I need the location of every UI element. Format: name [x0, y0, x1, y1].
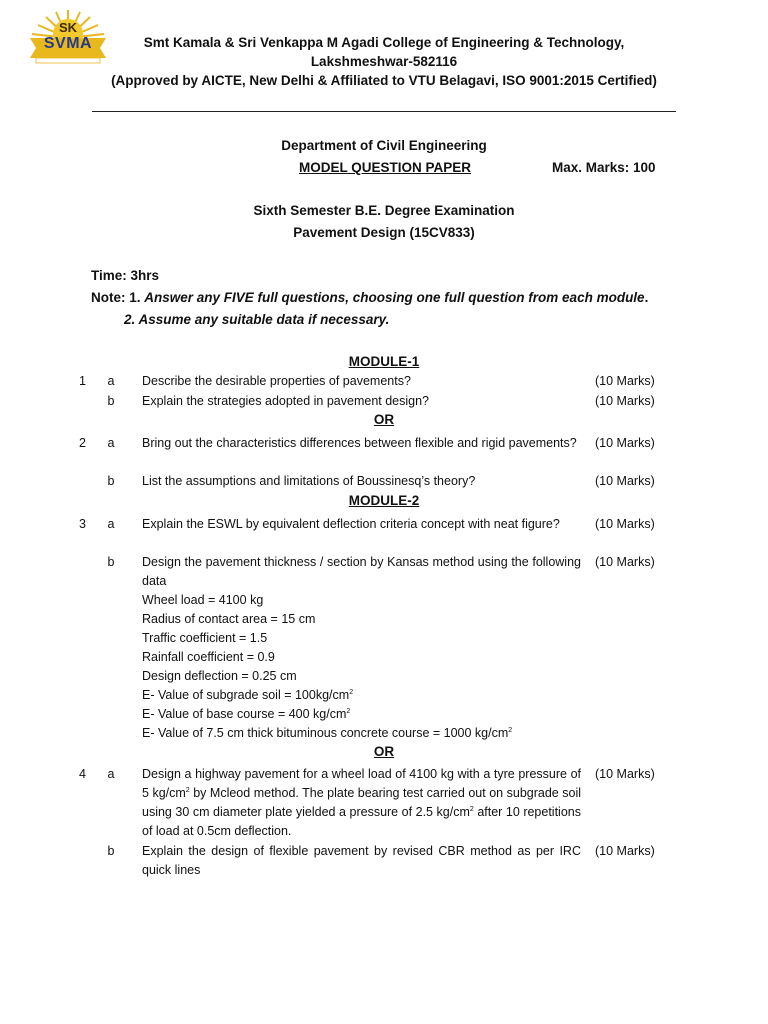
question-number: 1 [79, 374, 86, 388]
question-part-label: b [107, 844, 115, 858]
question-marks: (10 Marks) [595, 374, 655, 388]
header-divider [92, 111, 676, 112]
question-text: List the assumptions and limitations of Boussinesq’s theory? [142, 474, 476, 488]
data-line: Traffic coefficient = 1.5 [142, 631, 268, 645]
department-title: Department of Civil Engineering [281, 138, 487, 153]
superscript: 2 [185, 786, 190, 794]
data-line: E- Value of 7.5 cm thick bituminous concrete course = 1000 kg/cm [142, 726, 509, 740]
data-line: E- Value of subgrade soil = 100kg/cm [142, 688, 350, 702]
question-text-part: after 10 repetitions of load at 0.5cm deflection. [142, 805, 581, 838]
question-marks: (10 Marks) [595, 844, 655, 858]
max-marks: Max. Marks: 100 [552, 160, 656, 175]
note-label: Note: 1. [91, 290, 145, 305]
or-separator: OR [373, 412, 395, 427]
superscript: 2 [508, 726, 513, 734]
note-line-1 [91, 290, 648, 305]
logo-top-text: SK [58, 20, 78, 35]
exam-time: Time: 3hrs [91, 268, 160, 283]
module-1-title: MODULE-1 [348, 354, 420, 369]
college-location: Lakshmeshwar-582116 [310, 54, 458, 69]
data-line: Rainfall coefficient = 0.9 [142, 650, 275, 664]
question-marks: (10 Marks) [595, 436, 655, 450]
question-text: Describe the desirable properties of pavements? [142, 374, 411, 388]
question-part-label: a [107, 436, 115, 450]
superscript: 2 [349, 688, 354, 696]
question-text-part: Design a highway pavement for a wheel load of 4100 kg with a tyre pressure of 5 kg/cm [142, 767, 581, 800]
data-line-with-unit [142, 705, 581, 724]
subject-title: Pavement Design (15CV833) [293, 225, 475, 240]
superscript: 2 [469, 805, 474, 813]
question-marks: (10 Marks) [595, 394, 655, 408]
question-marks: (10 Marks) [595, 474, 655, 488]
question-marks: (10 Marks) [595, 767, 655, 781]
note-1-end: . [644, 290, 649, 305]
question-part-label: a [107, 767, 115, 781]
question-text-with-data [142, 553, 581, 743]
question-number: 3 [79, 517, 86, 531]
question-text: Bring out the characteristics differences between flexible and rigid pavements? [142, 436, 577, 450]
data-line: Radius of contact area = 15 cm [142, 612, 316, 626]
paper-title: MODEL QUESTION PAPER [299, 160, 472, 175]
question-text: Explain the strategies adopted in pavement design? [142, 394, 429, 408]
question-part-label: a [107, 517, 115, 531]
college-approval: (Approved by AICTE, New Delhi & Affiliated to VTU Belagavi, ISO 9001:2015 Certified) [111, 73, 657, 88]
data-line: E- Value of base course = 400 kg/cm [142, 707, 347, 721]
logo-main-text: SVMA [43, 35, 93, 52]
question-number: 4 [79, 767, 86, 781]
question-part-label: b [107, 394, 115, 408]
question-part-label: b [107, 474, 115, 488]
superscript: 2 [346, 707, 351, 715]
data-line: Wheel load = 4100 kg [142, 593, 264, 607]
question-text: Design the pavement thickness / section by Kansas method using the following data [142, 555, 581, 588]
question-marks: (10 Marks) [595, 517, 655, 531]
college-name: Smt Kamala & Sri Venkappa M Agadi College of Engineering & Technology, [143, 35, 625, 50]
or-separator: OR [373, 744, 395, 759]
data-line-with-unit [142, 724, 581, 743]
module-2-title: MODULE-2 [348, 493, 420, 508]
question-part-label: a [107, 374, 115, 388]
note-1-text: Answer any FIVE full questions, choosing one full question from each module [144, 290, 645, 305]
question-text: Explain the design of flexible pavement by revised CBR method as per IRC quick lines [142, 844, 581, 877]
question-text [142, 765, 581, 841]
question-text: Explain the ESWL by equivalent deflection criteria concept with neat figure? [142, 517, 560, 531]
note-line-2: 2. Assume any suitable data if necessary. [124, 312, 390, 327]
question-marks: (10 Marks) [595, 555, 655, 569]
question-number: 2 [79, 436, 86, 450]
data-line: Design deflection = 0.25 cm [142, 669, 297, 683]
exam-title: Sixth Semester B.E. Degree Examination [253, 203, 515, 218]
question-part-label: b [107, 555, 115, 569]
data-line-with-unit [142, 686, 581, 705]
question-text-part: by Mcleod method. The plate bearing test carried out on subgrade soil using 30 cm diameter plate yielded a pressure of 2.5 kg/cm [142, 786, 581, 819]
